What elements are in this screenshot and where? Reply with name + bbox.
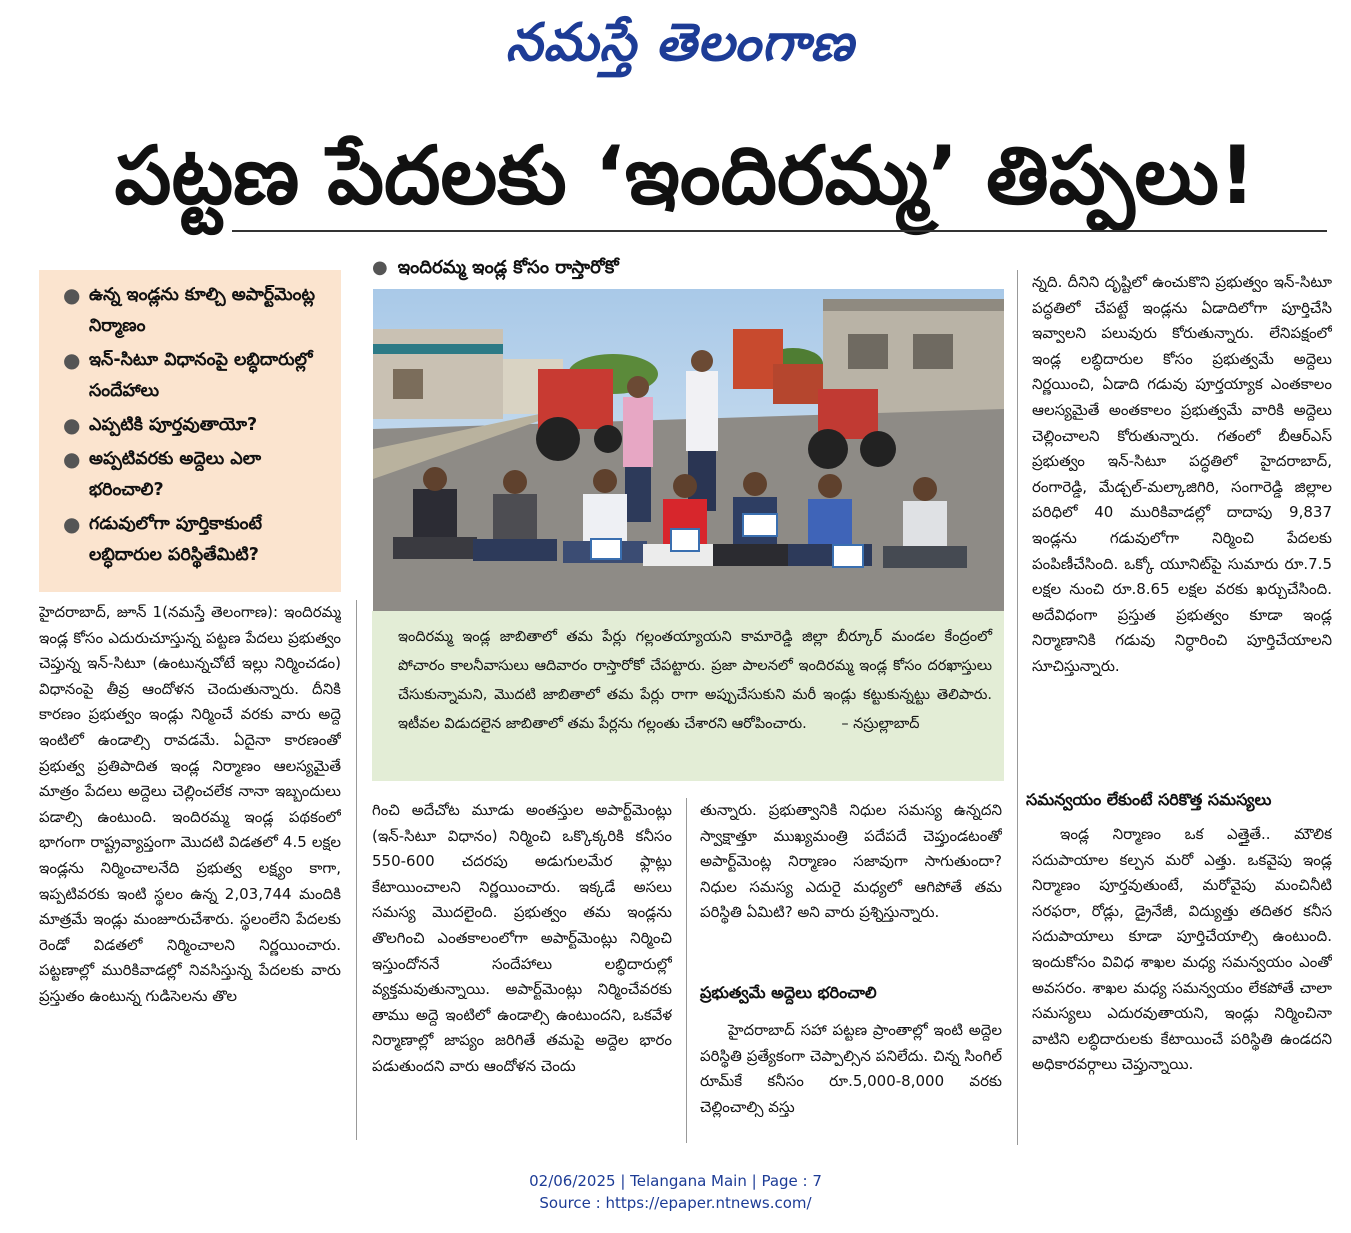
article-paragraph: న్నది. దీనిని దృష్టిలో ఉంచుకొని ప్రభుత్వం ఇన్-సిటూ పద్ధతిలో చేపట్టే ఇండ్లను ఏడాదిలోగా పూర్తిచేసి ఇవ్వాలని పలువురు కోరుతున్నారు. లేనిపక్షంలో ఇండ్ల లబ్ధిదారుల కోసం ప్రభుత్వమే అద్దెలు నిర్ణయించి, ఏడాది గడువు పూర్తయ్యాక ఎంతకాలం ఆలస్యమైతే అంతకాలం ప్రభుత్వమే వారికి అద్దెలు చెల్లించాలని కోరుతున్నారు. గతంలో బీఆర్‌ఎస్ ప్రభుత్వం ఇన్-సిటూ పద్ధతిలో హైదరాబాద్, రంగారెడ్డి, మేడ్చల్-మల్కాజిగిరి, సంగారెడ్డి జిల్లాల పరిధిలో 40 మురికివాడల్లో దాదాపు 9,837 ఇండ్లను గడువులోగా నిర్మించి పేదలకు పంపిణీచేసింది. ఒక్కో యూనిట్‌పై సుమారు రూ.7.5 లక్షల నుంచి రూ.8.65 లక్షల వరకు ఖర్చుచేసింది. అదేవిధంగా ప్రస్తుత ప్రభుత్వం కూడా ఇండ్ల నిర్మాణానికి గడువు నిర్ధారించి పూర్తిచేయాలని సూచిస్తున్నారు. [1032,273,1332,675]
article-paragraph: హైదరాబాద్ సహా పట్టణ ప్రాంతాల్లో ఇంటి అద్దెల పరిస్థితి ప్రత్యేకంగా చెప్పాల్సిన పనిలేదు. చిన్న సింగిల్ రూమ్‌కే కనీసం రూ.5,000-8,000 వరకు చెల్లించాల్సి వస్తు [700,1021,1002,1116]
article-column-4 [1032,270,1332,770]
bullet-icon: ● [63,512,81,536]
footer-source-line: Source : https://epaper.ntnews.com/ [539,1194,812,1212]
article-paragraph: హైదరాబాద్, జూన్ 1(నమస్తే తెలంగాణ): ఇందిరమ్మ ఇండ్ల కోసం ఎదురుచూస్తున్న పట్టణ పేదలు ప్రభుత్వం చెప్తున్న ఇన్-సిటూ (ఉంటున్నచోటే ఇల్లు నిర్మించడం) విధానంపై తీవ్ర ఆందోళన చెందుతున్నారు. దీనికి కారణం ప్రభుత్వం ఇండ్లు నిర్మించే వరకు వారు అద్దె ఇంటిలో ఉండాల్సి రావడమే. ఏదైనా కారణంతో ప్రభుత్వ ప్రతిపాదిత ఇండ్ల నిర్మాణం ఆలస్యమైతే మాత్రం పేదలు అద్దెలు చెల్లించలేక నానా ఇబ్బందులు పడాల్సి ఉంటుంది. ఇందిరమ్మ ఇండ్ల పథకంలో భాగంగా రాష్ట్రవ్యాప్తంగా మొదటి విడతలో 4.5 లక్షల ఇండ్లను నిర్మించాలనేది ప్రభుత్వ లక్ష్యం కాగా, ఇప్పటివరకు ఇంటి స్థలం ఉన్న 2,03,744 మందికి మాత్రమే ఇండ్లు మంజూరుచేశారు. స్థలంలేని పేదలకు రెండో విడతలో నిర్మించాలని నిర్ణయించారు. పట్టణాల్లో మురికివాడల్లో నివసిస్తున్న పేదలకు వారు ప్రస్తుతం ఉంటున్న గుడిసెలను తొల [39,603,341,1005]
highlight-item [57,509,333,571]
photo-illustration [373,289,1004,611]
article-paragraph: ఇండ్ల నిర్మాణం ఒక ఎత్తైతే.. మౌలిక సదుపాయాల కల్పన మరో ఎత్తు. ఒకవైపు ఇండ్ల నిర్మాణం పూర్తవుతుంటే, మరోవైపు మంచినీటి సరఫరా, రోడ్లు, డ్రైనేజీ, విద్యుత్తు తదితర కనీస సదుపాయాలు కూడా పూర్తిచేయాల్సి ఉంటుంది. ఇందుకోసం వివిధ శాఖల మధ్య సమన్వయం ఎంతో అవసరం. శాఖల మధ్య సమన్వయం లేకపోతే చాలా సమస్యలు ఎదురవుతాయని, ఇండ్లు నిర్మించినా వాటిని లబ్ధిదారులకు కేటాయించే పరిస్థితి ఉండదని అధికారవర్గాలు చెప్తున్నాయి. [1032,825,1332,1074]
footer-date-line: 02/06/2025 | Telangana Main | Page : 7 [529,1172,822,1190]
column-divider [686,798,687,1143]
newspaper-masthead: నమస్తే తెలంగాణ [505,12,855,73]
bullet-icon: ● [63,348,81,372]
article-paragraph: గించి అదేచోట మూడు అంతస్తుల అపార్ట్‌మెంట్లు (ఇన్-సిటూ విధానం) నిర్మించి ఒక్కొక్కరికి కనీసం 550-600 చదరపు అడుగులమేర ఫ్లాట్లు కేటాయించాలని నిర్ణయించారు. ఇక్కడే అసలు సమస్య మొదలైంది. ప్రభుత్వం తమ ఇండ్లను తొలగించి ఎంతకాలంలోగా అపార్ట్‌మెంట్లు నిర్మించి ఇస్తుందోననే సందేహాలు లబ్ధిదారుల్లో వ్యక్తమవుతున్నాయి. అపార్ట్‌మెంట్లు నిర్మించేవరకు తాము అద్దె ఇంటిలో ఉండాల్సి ఉంటుందని, ఒకవేళ నిర్మాణాల్లో జాప్యం జరిగితే తమపై అద్దెల భారం పడుతుందని వారు ఆందోళన చెందు [372,801,672,1075]
bullet-icon: ● [372,257,388,278]
article-column-2 [372,798,672,1143]
bullet-icon: ● [63,447,81,471]
caption-credit: – నస్రుల్లాబాద్ [841,716,920,732]
highlight-item [57,444,333,506]
photo-tagline [372,254,1002,282]
highlight-text: గడువులోగా పూర్తికాకుంటే లబ్ధిదారుల పరిస్థితేమిటి? [89,514,263,565]
highlight-text: ఉన్న ఇండ్లను కూల్చి అపార్ట్‌మెంట్ల నిర్మాణం [89,285,316,336]
caption-text: ఇందిరమ్మ ఇండ్ల జాబితాలో తమ పేర్లు గల్లంతయ్యాయని కామారెడ్డి జిల్లా బీర్కూర్ మండల కేంద్రంలో పోచారం కాలనీవాసులు ఆదివారం రాస్తారోకో చేపట్టారు. ప్రజా పాలనలో ఇందిరమ్మ ఇండ్ల కోసం దరఖాస్తులు చేసుకున్నామని, మొదటి జాబితాలో తమ పేర్లు రాగా అప్పుచేసుకుని మరీ ఇండ్లు కట్టుకున్నట్టు తెలిపారు. ఇటీవల విడుదలైన జాబితాలో తమ పేర్లను గల్లంతు చేశారని ఆరోపించారు. [398,629,992,732]
section-subhead: సమన్వయం లేకుంటే సరికొత్త సమస్యలు [1026,790,1272,809]
highlights-list [57,280,333,571]
photo-caption [372,611,1004,781]
article-paragraph: తున్నారు. ప్రభుత్వానికి నిధుల సమస్య ఉన్నదని స్వాక్షాత్తూ ముఖ్యమంత్రి పదేపదే చెప్తుండటంతో అపార్ట్‌మెంట్ల నిర్మాణం సజావుగా సాగుతుందా? నిధుల సమస్య ఎదురై మధ్యలో ఆగిపోతే తమ పరిస్థితి ఏమిటి? అని వారు ప్రశ్నిస్తున్నారు. [700,801,1002,922]
article-headline: పట్టణ పేదలకు ‘ఇందిరమ్మ’ తిప్పలు! [114,129,1256,222]
highlight-text: ఎప్పటికి పూర్తవుతాయో? [89,415,258,435]
section-subhead: ప్రభుత్వమే అద్దెలు భరించాలి [700,983,877,1002]
highlight-text: అప్పటివరకు అద్దెలు ఎలా భరించాలి? [89,449,262,500]
bullet-icon: ● [63,413,81,437]
article-column-4b [1032,822,1332,1142]
column-divider [1017,270,1018,1145]
article-column-3b [700,1018,1002,1143]
highlight-item [57,410,333,441]
headline-rule [232,230,1327,232]
photo-tag-text: ఇందిరమ్మ ఇండ్ల కోసం రాస్తారోకో [397,257,619,278]
highlight-item [57,345,333,407]
highlight-text: ఇన్-సిటూ విధానంపై లబ్ధిదారుల్లో సందేహాలు [89,350,313,401]
page-footer [0,1170,1351,1214]
article-column-1 [39,600,341,1140]
protest-photo [373,289,1004,611]
highlights-box [39,270,341,592]
column-divider [356,600,357,1140]
highlight-item [57,280,333,342]
bullet-icon: ● [63,283,81,307]
